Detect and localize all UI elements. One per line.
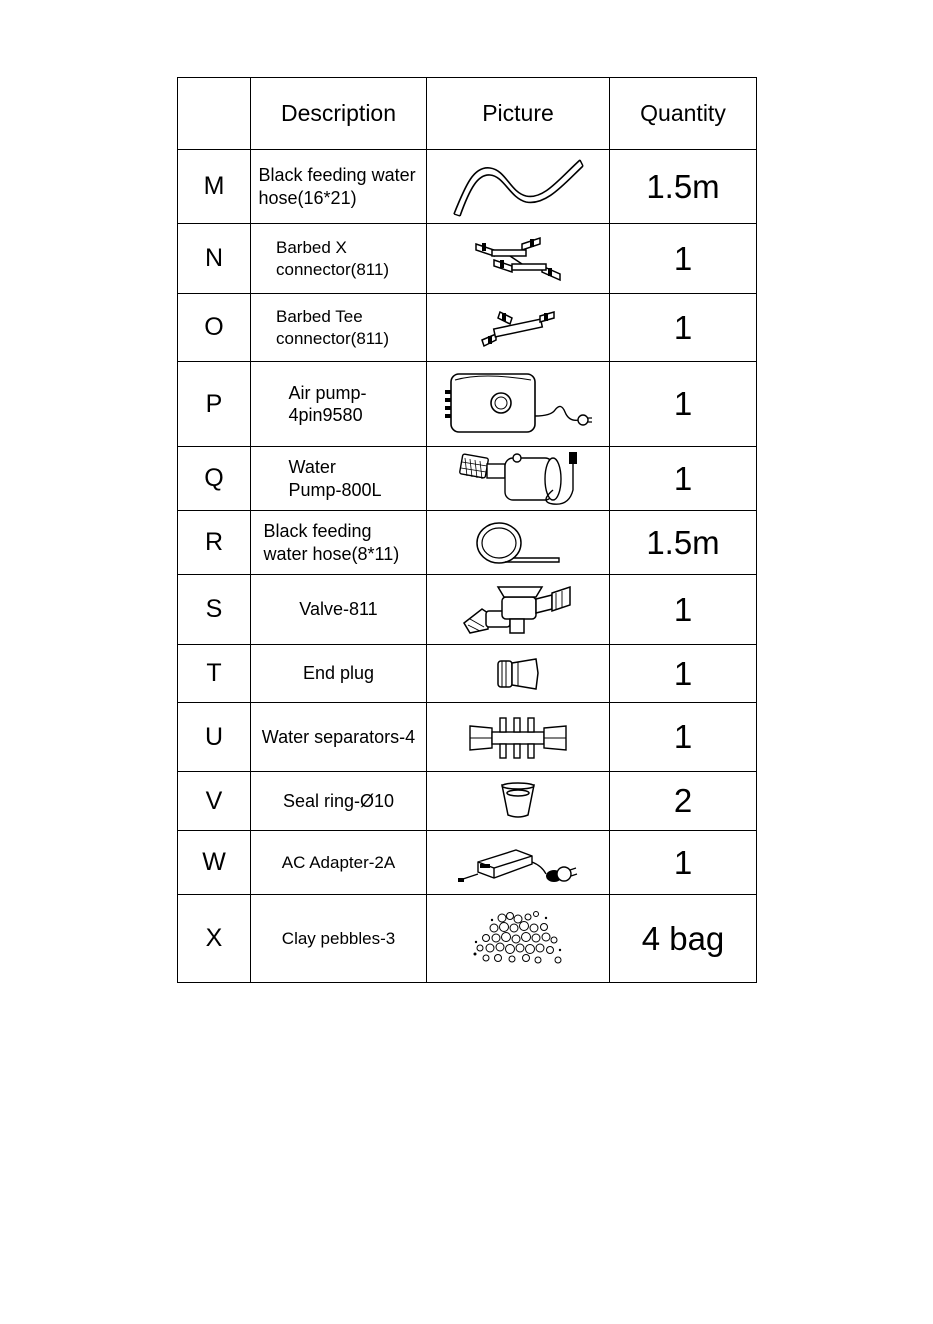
table-row	[178, 575, 757, 645]
row-description: Black feeding water hose(16*21)	[258, 165, 416, 208]
row-description: Water separators-4	[261, 726, 416, 747]
row-letter: V	[178, 772, 251, 831]
tee-connector-icon	[480, 308, 556, 348]
row-quantity: 1.5m	[610, 150, 757, 224]
row-letter: W	[178, 831, 251, 895]
table-row	[178, 831, 757, 895]
row-letter: S	[178, 575, 251, 645]
row-quantity: 1	[610, 447, 757, 511]
end-plug-icon	[496, 657, 540, 691]
row-quantity: 2	[610, 772, 757, 831]
row-description: End plug	[302, 663, 375, 684]
row-quantity: 1.5m	[610, 511, 757, 575]
row-letter: X	[178, 895, 251, 983]
table-row	[178, 150, 757, 224]
header-quantity: Quantity	[610, 78, 757, 150]
water-separator-icon	[468, 714, 568, 760]
row-letter: T	[178, 645, 251, 703]
row-quantity: 1	[610, 294, 757, 362]
row-letter: O	[178, 294, 251, 362]
seal-ring-icon	[498, 781, 538, 821]
table-row	[178, 703, 757, 772]
row-quantity: 1	[610, 645, 757, 703]
row-letter: Q	[178, 447, 251, 511]
header-description: Description	[251, 78, 427, 150]
row-description: Black feeding water hose(8*11)	[263, 521, 400, 564]
ac-adapter-icon	[456, 840, 580, 886]
hose-icon	[448, 154, 588, 220]
coiled-hose-icon	[475, 519, 561, 567]
valve-icon	[462, 583, 574, 637]
water-pump-icon	[457, 450, 579, 508]
row-description: Air pump-4pin9580	[288, 382, 367, 425]
row-quantity: 1	[610, 575, 757, 645]
row-letter: N	[178, 224, 251, 294]
table-row	[178, 362, 757, 447]
row-description: Water Pump-800L	[288, 457, 382, 500]
row-description: AC Adapter-2A	[281, 852, 396, 872]
row-description: Valve-811	[299, 599, 378, 620]
row-description: Barbed X connector(811)	[276, 238, 390, 279]
row-letter: M	[178, 150, 251, 224]
row-quantity: 1	[610, 703, 757, 772]
row-quantity: 4 bag	[610, 895, 757, 983]
row-description: Seal ring-Ø10	[282, 790, 395, 811]
header-letter	[178, 78, 251, 150]
parts-list-table	[177, 77, 757, 983]
row-quantity: 1	[610, 362, 757, 447]
table-header-row	[178, 78, 757, 150]
table-row	[178, 895, 757, 983]
table-row	[178, 294, 757, 362]
row-description: Barbed Tee connector(811)	[276, 307, 390, 348]
row-quantity: 1	[610, 224, 757, 294]
air-pump-icon	[443, 370, 593, 438]
row-description: Clay pebbles-3	[281, 928, 396, 948]
row-letter: P	[178, 362, 251, 447]
table-row	[178, 447, 757, 511]
table-row	[178, 645, 757, 703]
table-row	[178, 772, 757, 831]
table-row	[178, 511, 757, 575]
header-picture: Picture	[427, 78, 610, 150]
clay-pebbles-icon	[472, 910, 564, 968]
table-row	[178, 224, 757, 294]
row-quantity: 1	[610, 831, 757, 895]
row-letter: R	[178, 511, 251, 575]
x-connector-icon	[468, 236, 568, 282]
row-letter: U	[178, 703, 251, 772]
